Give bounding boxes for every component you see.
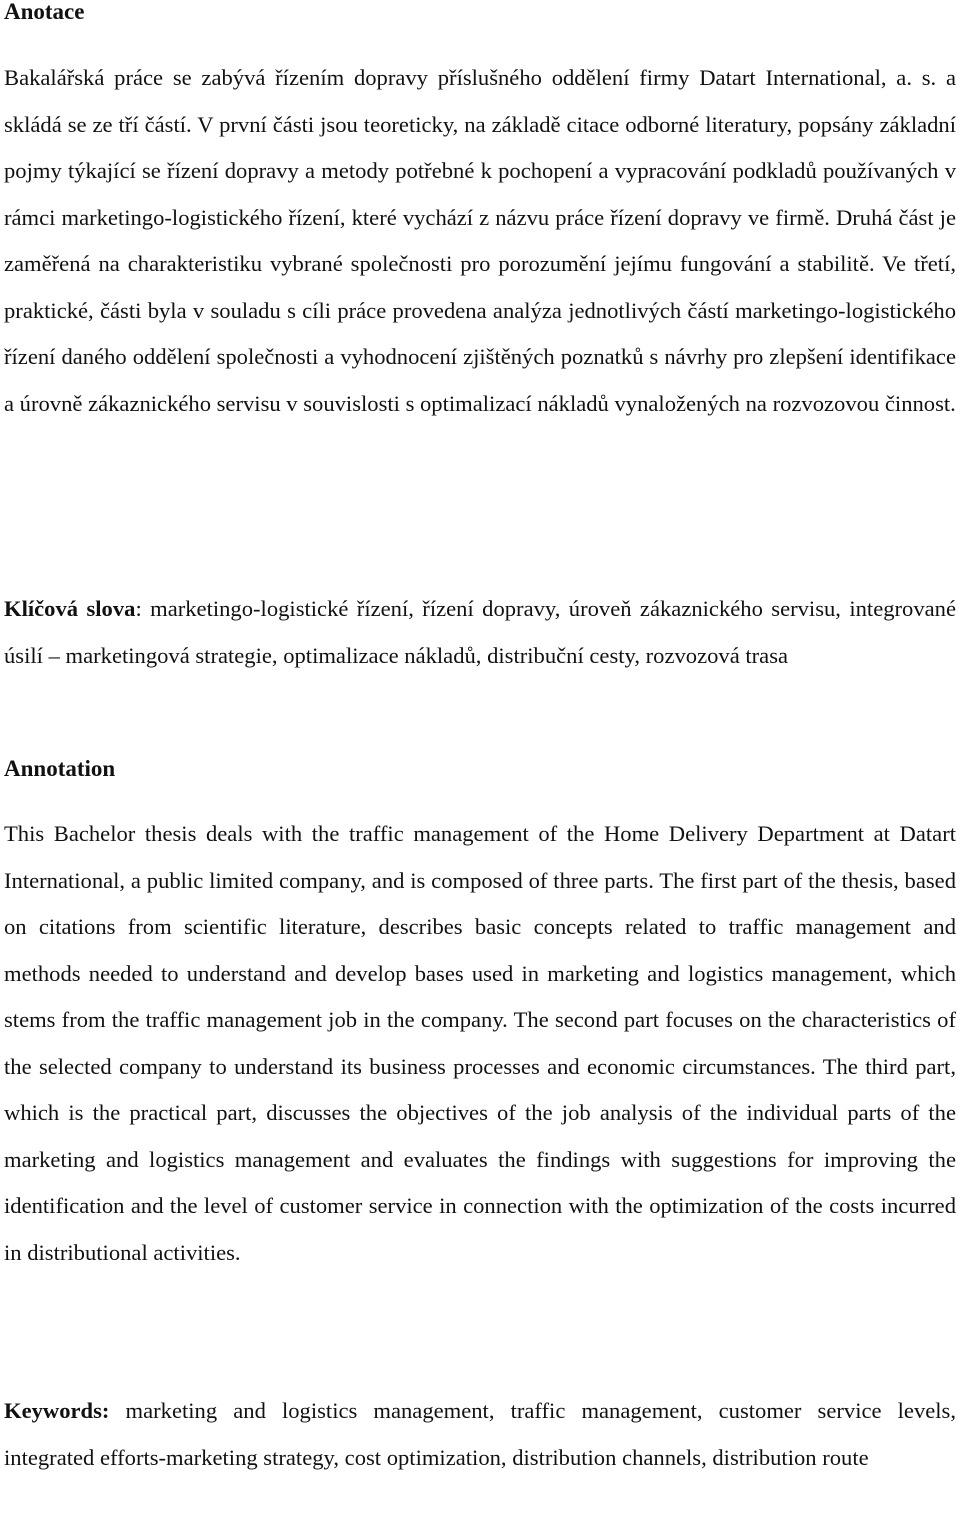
heading-anotace: Anotace: [4, 0, 85, 24]
abstract-english: This Bachelor thesis deals with the traffic management of the Home Delivery Department at Datart International, a public limited company, and is composed of three parts. The first part of the thesis, based on citations from scientific literature, describes basic concepts related to traffic management and methods needed to understand and develop bases used in marketing and logistics management, which stems from the traffic management job in the company. The second part focuses on the characteristics of the selected company to understand its business processes and economic circumstances. The third part, which is the practical part, discusses the objectives of the job analysis of the individual parts of the marketing and logistics management and evaluates the findings with suggestions for improving the identification and the level of customer service in connection with the optimization of the costs incurred in distributional activities.: [4, 821, 956, 1265]
heading-annotation: Annotation: [4, 756, 116, 781]
keywords-english-text: marketing and logistics management, traffic management, customer service levels, integrated efforts-marketing strategy, cost optimization, distribution channels, distribution route: [4, 1398, 956, 1470]
keywords-english: [4, 1388, 956, 1481]
keywords-czech-label: Klíčová slova: [4, 596, 136, 621]
keywords-czech-text: : marketingo-logistické řízení, řízení dopravy, úroveň zákaznického servisu, integrované úsilí – marketingová strategie, optimalizace nákladů, distribuční cesty, rozvozová trasa: [4, 596, 956, 668]
keywords-czech: [4, 586, 956, 679]
abstract-czech: Bakalářská práce se zabývá řízením dopravy příslušného oddělení firmy Datart International, a. s. a skládá se ze tří částí. V první části jsou teoreticky, na základě citace odborné literatury, popsány základní pojmy týkající se řízení dopravy a metody potřebné k pochopení a vypracování podkladů používaných v rámci marketingo-logistického řízení, které vychází z názvu práce řízení dopravy ve firmě. Druhá část je zaměřená na charakteristiku vybrané společnosti pro porozumění jejímu fungování a stabilitě. Ve třetí, praktické, části byla v souladu s cíli práce provedena analýza jednotlivých částí marketingo-logistického řízení daného oddělení společnosti a vyhodnocení zjištěných poznatků s návrhy pro zlepšení identifikace a úrovně zákaznického servisu v souvislosti s optimalizací nákladů vynaložených na rozvozovou činnost.: [4, 65, 956, 416]
keywords-english-label: Keywords:: [4, 1398, 110, 1423]
